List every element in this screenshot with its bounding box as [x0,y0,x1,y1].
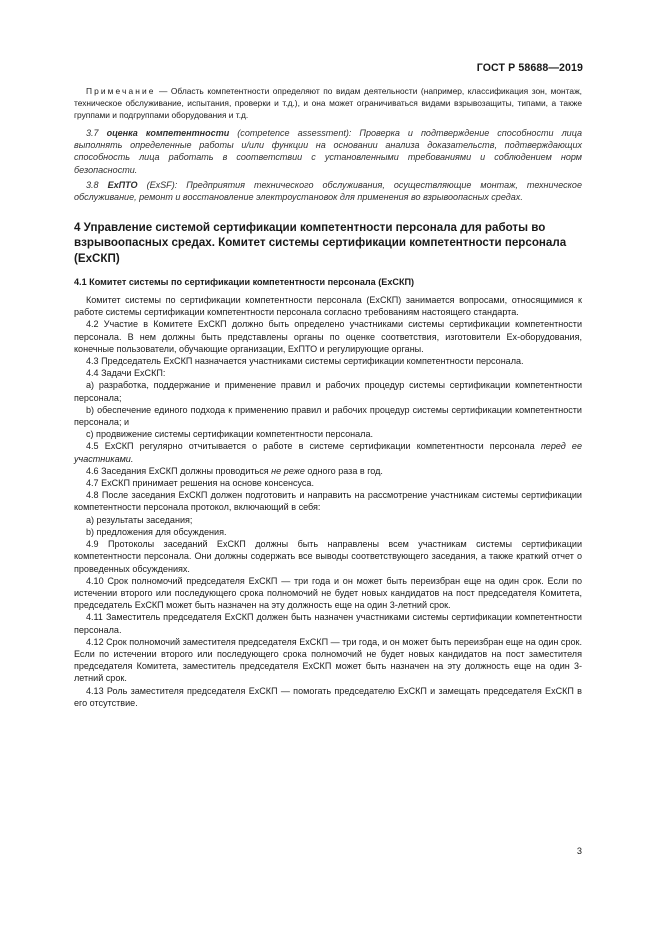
paragraph: 4.2 Участие в Комитете ЕхСКП должно быть определено участниками системы сертификации компетентности персонала. В нем должны быть представлены органы по оценке соответствия, изготовители Ex-оборудования, конечные пользователи, обучающие организации, ЕхПТО и регулирующие органы. [74,319,582,354]
term-definition: (competence assessment): Проверка и подтверждение способности лица выполнять определенные работы и/или функции на основании анализа доказательств, подтверждающих способность лица работать в соответствии с установленными требованиями и соблюдением норм безопасности. [74,128,583,175]
document-code: ГОСТ Р 58688—2019 [476,62,583,74]
term-number: 3.7 [86,128,99,138]
paragraph: 4.13 Роль заместителя председателя ЕхСКП — помогать председателю ЕхСКП и замещать председателя ЕхСКП в его отсутствие. [74,685,582,708]
page-number: 3 [576,846,582,856]
page-content [74,79,582,709]
term-name: ExПТО [107,179,138,190]
italic-text: перед ее участниками. [74,441,582,464]
term-3-7 [74,127,582,176]
note-paragraph [74,85,582,121]
paragraph-4-6 [74,465,582,477]
note-text: — Область компетентности определяют по видам деятельности (например, классификация зон, монтаж, техническое обслуживание, испытания, проверки и т.д.), и она может ограничиваться видами взрывозащиты, типами, а также группами и подгруппами оборудования и т.д. [74,86,582,120]
paragraph: 4.7 ЕхСКП принимает решения на основе консенсуса. [86,478,314,489]
paragraph: 4.11 Заместитель председателя ЕхСКП должен быть назначен участниками системы сертификации компетентности персонала. [74,612,582,635]
term-definition: (ExSF): Предприятия технического обслуживания, осуществляющие монтаж, техническое обслуживание, ремонт и восстановление электроустановок для применения во взрывоопасных средах. [74,179,582,203]
term-3-8 [74,179,582,203]
section-heading: 4 Управление системой сертификации компетентности персонала для работы во взрывоопасных средах. Комитет системы сертификации компетентности персонала (ExСКП) [74,221,567,265]
paragraph: Комитет системы по сертификации компетентности персонала (ЕхСКП) занимается вопросами, относящимися к работе системы сертификации компетентности персонала согласно требованиям настоящего стандарта. [74,295,582,318]
italic-text: не реже [271,465,305,476]
paragraph: 4.9 Протоколы заседаний ЕхСКП должны быть направлены всем участникам системы сертификации компетентности персонала. Они должны содержать все выводы соответствующего заседания, а также краткий отчет о проведенных обсуждениях. [74,539,582,574]
paragraph: 4.12 Срок полномочий заместителя председателя ЕхСКП — три года, и он может быть переизбран еще на один срок. Если по истечении второго или последующего срока полномочий не будет новых кандидатов на пост заместителя председателя Комитета, заместитель председателя ЕхСКП может быть назначен на эту должность еще на один 3-летний срок. [74,636,582,684]
list-item: b) обеспечение единого подхода к применению правил и рабочих процедур системы сертификации компетентности персонала; и [74,404,582,428]
list-item: a) разработка, поддержание и применение правил и рабочих процедур системы сертификации компетентности персонала; [74,380,582,403]
paragraph-text: 4.5 ЕхСКП регулярно отчитывается о работе в системе сертификации компетентности персонала [86,441,541,452]
term-number: 3.8 [86,179,99,190]
list-item: c) продвижение системы сертификации компетентности персонала. [86,429,373,440]
paragraph-text: одного раза в год. [304,465,383,476]
subsection-heading: 4.1 Комитет системы по сертификации компетентности персонала (ЕхСКП) [74,276,415,287]
paragraph-4-5 [74,440,582,464]
list-item: b) предложения для обсуждения. [86,526,227,537]
paragraph-text: 4.6 Заседания ЕхСКП должны проводиться [86,465,272,476]
note-label: Примечание [86,86,156,96]
paragraph: 4.8 После заседания ЕхСКП должен подготовить и направить на рассмотрение участникам системы сертификации компетентности персонала протокол, включающий в себя: [74,490,582,513]
paragraph: 4.10 Срок полномочий председателя ЕхСКП — три года и он может быть переизбран еще на один срок. Если по истечении второго или последующего срока полномочий не будет новых кандидатов на пост председателя Комитета, председатель ЕхСКП может быть назначен на эту должность еще на один 3-летний срок. [74,575,582,611]
list-item: a) результаты заседания; [86,514,193,525]
paragraph: 4.3 Председатель ЕхСКП назначается участниками системы сертификации компетентности персонала. [86,356,524,367]
paragraph: 4.4 Задачи ЕхСКП: [86,368,166,379]
term-name: оценка компетентности [106,128,230,138]
